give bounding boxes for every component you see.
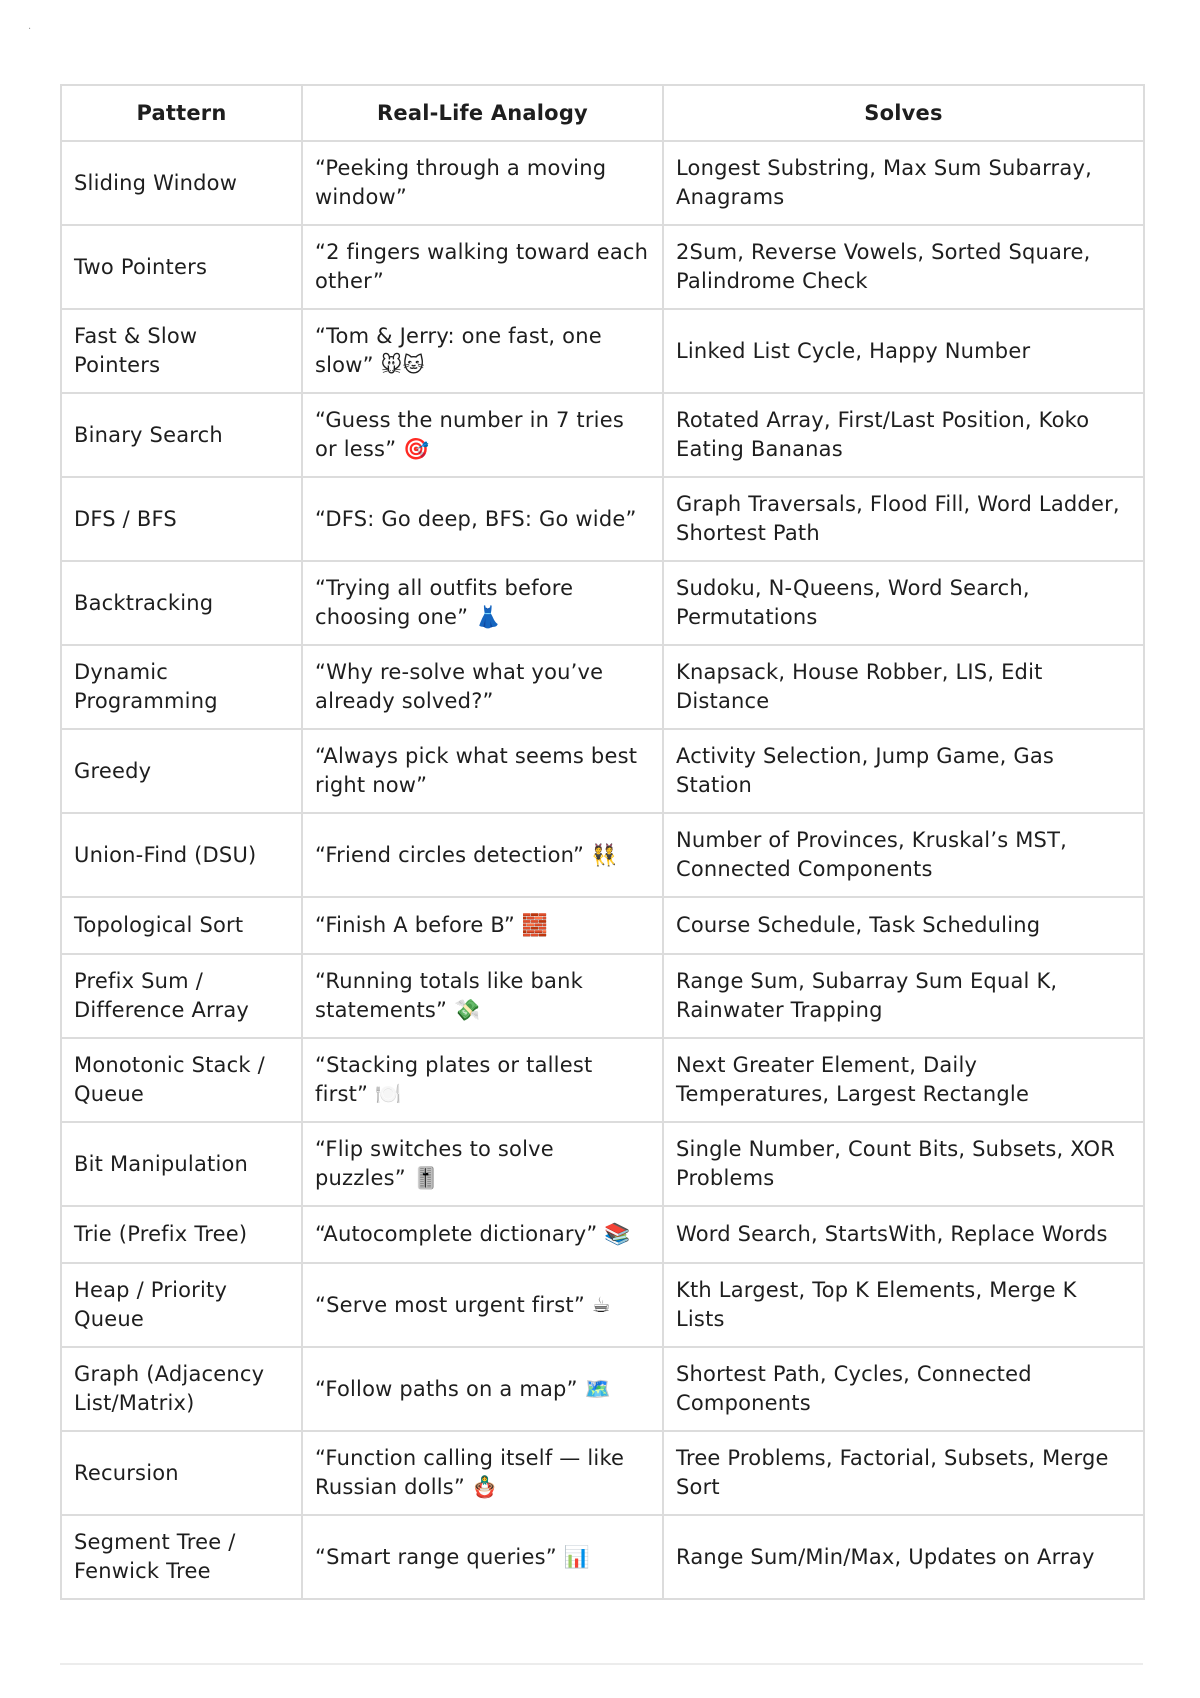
solves-cell: Kth Largest, Top K Elements, Merge K Lists bbox=[663, 1263, 1144, 1347]
solves-cell: Linked List Cycle, Happy Number bbox=[663, 309, 1144, 393]
solves-cell: Longest Substring, Max Sum Subarray, Anagrams bbox=[663, 141, 1144, 225]
footer-divider bbox=[60, 1663, 1143, 1665]
analogy-cell: “Why re-solve what you’ve already solved?” bbox=[302, 645, 663, 729]
analogy-cell: “Stacking plates or tallest first” 🍽️ bbox=[302, 1038, 663, 1122]
solves-cell: Knapsack, House Robber, LIS, Edit Distance bbox=[663, 645, 1144, 729]
pattern-cell: Dynamic Programming bbox=[61, 645, 302, 729]
pattern-cell: DFS / BFS bbox=[61, 477, 302, 561]
table-row bbox=[61, 393, 1144, 477]
solves-cell: Next Greater Element, Daily Temperatures, Largest Rectangle bbox=[663, 1038, 1144, 1122]
pattern-cell: Prefix Sum / Difference Array bbox=[61, 954, 302, 1038]
table-row bbox=[61, 1263, 1144, 1347]
header-analogy: Real-Life Analogy bbox=[302, 85, 663, 141]
pattern-cell: Bit Manipulation bbox=[61, 1122, 302, 1206]
header-solves: Solves bbox=[663, 85, 1144, 141]
table-row bbox=[61, 645, 1144, 729]
table-row bbox=[61, 1206, 1144, 1263]
analogy-cell: “2 fingers walking toward each other” bbox=[302, 225, 663, 309]
pattern-cell: Backtracking bbox=[61, 561, 302, 645]
pattern-cell: Trie (Prefix Tree) bbox=[61, 1206, 302, 1263]
pattern-cell: Topological Sort bbox=[61, 897, 302, 954]
table-row bbox=[61, 141, 1144, 225]
analogy-cell: “Function calling itself — like Russian dolls” 🪆 bbox=[302, 1431, 663, 1515]
analogy-cell: “Flip switches to solve puzzles” 🎚️ bbox=[302, 1122, 663, 1206]
analogy-cell: “Peeking through a moving window” bbox=[302, 141, 663, 225]
solves-cell: Number of Provinces, Kruskal’s MST, Connected Components bbox=[663, 813, 1144, 897]
solves-cell: Graph Traversals, Flood Fill, Word Ladder, Shortest Path bbox=[663, 477, 1144, 561]
table-body bbox=[61, 141, 1144, 1599]
analogy-cell: “Finish A before B” 🧱 bbox=[302, 897, 663, 954]
solves-cell: Course Schedule, Task Scheduling bbox=[663, 897, 1144, 954]
table-row bbox=[61, 813, 1144, 897]
table-row bbox=[61, 954, 1144, 1038]
solves-cell: Range Sum/Min/Max, Updates on Array bbox=[663, 1515, 1144, 1599]
table-row bbox=[61, 561, 1144, 645]
solves-cell: Sudoku, N-Queens, Word Search, Permutations bbox=[663, 561, 1144, 645]
pattern-cell: Two Pointers bbox=[61, 225, 302, 309]
pattern-cell: Segment Tree / Fenwick Tree bbox=[61, 1515, 302, 1599]
analogy-cell: “Serve most urgent first” ☕ bbox=[302, 1263, 663, 1347]
solves-cell: Tree Problems, Factorial, Subsets, Merge Sort bbox=[663, 1431, 1144, 1515]
analogy-cell: “Running totals like bank statements” 💸 bbox=[302, 954, 663, 1038]
analogy-cell: “Follow paths on a map” 🗺️ bbox=[302, 1347, 663, 1431]
analogy-cell: “Always pick what seems best right now” bbox=[302, 729, 663, 813]
solves-cell: Activity Selection, Jump Game, Gas Station bbox=[663, 729, 1144, 813]
solves-cell: Word Search, StartsWith, Replace Words bbox=[663, 1206, 1144, 1263]
analogy-cell: “Smart range queries” 📊 bbox=[302, 1515, 663, 1599]
table-row bbox=[61, 225, 1144, 309]
pattern-cell: Fast & Slow Pointers bbox=[61, 309, 302, 393]
analogy-cell: “Guess the number in 7 tries or less” 🎯 bbox=[302, 393, 663, 477]
pattern-cell: Heap / Priority Queue bbox=[61, 1263, 302, 1347]
solves-cell: 2Sum, Reverse Vowels, Sorted Square, Palindrome Check bbox=[663, 225, 1144, 309]
table-row bbox=[61, 1038, 1144, 1122]
table-row bbox=[61, 477, 1144, 561]
analogy-cell: “Trying all outfits before choosing one” 👗 bbox=[302, 561, 663, 645]
page-corner-mark: . bbox=[28, 21, 32, 32]
pattern-cell: Greedy bbox=[61, 729, 302, 813]
analogy-cell: “DFS: Go deep, BFS: Go wide” bbox=[302, 477, 663, 561]
pattern-cell: Sliding Window bbox=[61, 141, 302, 225]
analogy-cell: “Autocomplete dictionary” 📚 bbox=[302, 1206, 663, 1263]
analogy-cell: “Tom & Jerry: one fast, one slow” 🐭🐱 bbox=[302, 309, 663, 393]
pattern-cell: Monotonic Stack / Queue bbox=[61, 1038, 302, 1122]
pattern-cell: Union-Find (DSU) bbox=[61, 813, 302, 897]
analogy-cell: “Friend circles detection” 👯 bbox=[302, 813, 663, 897]
solves-cell: Single Number, Count Bits, Subsets, XOR Problems bbox=[663, 1122, 1144, 1206]
solves-cell: Shortest Path, Cycles, Connected Components bbox=[663, 1347, 1144, 1431]
table-row bbox=[61, 729, 1144, 813]
header-row bbox=[61, 85, 1144, 141]
pattern-cell: Graph (Adjacency List/Matrix) bbox=[61, 1347, 302, 1431]
table-header bbox=[61, 85, 1144, 141]
table-row bbox=[61, 1347, 1144, 1431]
patterns-table bbox=[60, 84, 1145, 1600]
table-row bbox=[61, 1122, 1144, 1206]
solves-cell: Rotated Array, First/Last Position, Koko Eating Bananas bbox=[663, 393, 1144, 477]
pattern-cell: Recursion bbox=[61, 1431, 302, 1515]
table-row bbox=[61, 309, 1144, 393]
table-row bbox=[61, 1431, 1144, 1515]
table-row bbox=[61, 897, 1144, 954]
header-pattern: Pattern bbox=[61, 85, 302, 141]
solves-cell: Range Sum, Subarray Sum Equal K, Rainwater Trapping bbox=[663, 954, 1144, 1038]
pattern-cell: Binary Search bbox=[61, 393, 302, 477]
table-row bbox=[61, 1515, 1144, 1599]
